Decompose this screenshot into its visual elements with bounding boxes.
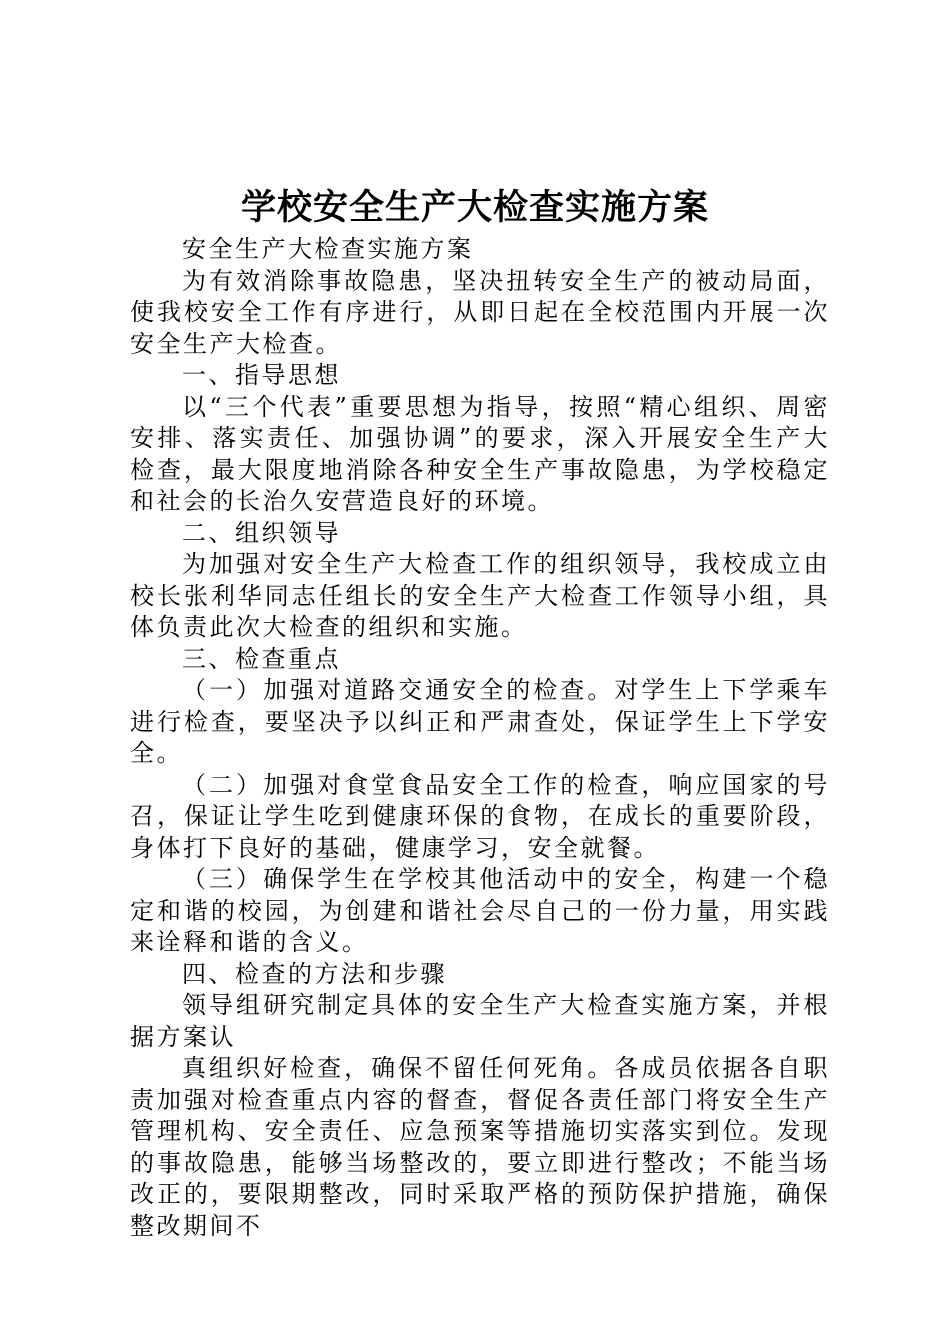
paragraph-guiding-thought: 以“三个代表”重要思想为指导，按照“精心组织、周密安排、落实责任、加强协调”的要求，深入开展安全生产大检查，最大限度地消除各种安全生产事故隐患，为学校稳定和社会的长治久安营造良好的环境。	[130, 392, 830, 515]
section-heading-organization: 二、组织领导	[182, 518, 341, 547]
paragraph-methods-1: 领导组研究制定具体的安全生产大检查实施方案，并根据方案认	[130, 991, 830, 1051]
paragraph-focus-activities: （三）确保学生在学校其他活动中的安全，构建一个稳定和谐的校园，为创建和谐社会尽自己的一份力量，用实践来诠释和谐的含义。	[130, 865, 830, 956]
paragraph-subtitle: 安全生产大检查实施方案	[182, 235, 474, 263]
paragraph-focus-canteen: （二）加强对食堂食品安全工作的检查，响应国家的号召，保证让学生吃到健康环保的食物，在成长的重要阶段，身体打下良好的基础，健康学习，安全就餐。	[130, 770, 830, 862]
document-body	[130, 234, 830, 1242]
paragraph-intro: 为有效消除事故隐患，坚决扭转安全生产的被动局面，使我校安全工作有序进行，从即日起在全校范围内开展一次安全生产大检查。	[130, 266, 830, 358]
paragraph-methods-2: 真组织好检查，确保不留任何死角。各成员依据各自职责加强对检查重点内容的督查，督促各责任部门将安全生产管理机构、安全责任、应急预案等措施切实落实到位。发现的事故隐患，能够当场整改的，要立即进行整改；不能当场改正的，要限期整改，同时采取严格的预防保护措施，确保整改期间不	[130, 1054, 830, 1240]
section-heading-guiding-thought: 一、指导思想	[182, 361, 341, 389]
section-heading-inspection-focus: 三、检查重点	[182, 644, 341, 673]
paragraph-focus-traffic: （一）加强对道路交通安全的检查。对学生上下学乘车进行检查，要坚决予以纠正和严肃查处，保证学生上下学安全。	[130, 676, 830, 767]
section-heading-methods: 四、检查的方法和步骤	[182, 959, 447, 988]
document-title: 学校安全生产大检查实施方案	[240, 187, 709, 228]
paragraph-organization: 为加强对安全生产大检查工作的组织领导，我校成立由校长张利华同志任组长的安全生产大检查工作领导小组，具体负责此次大检查的组织和实施。	[130, 550, 830, 641]
